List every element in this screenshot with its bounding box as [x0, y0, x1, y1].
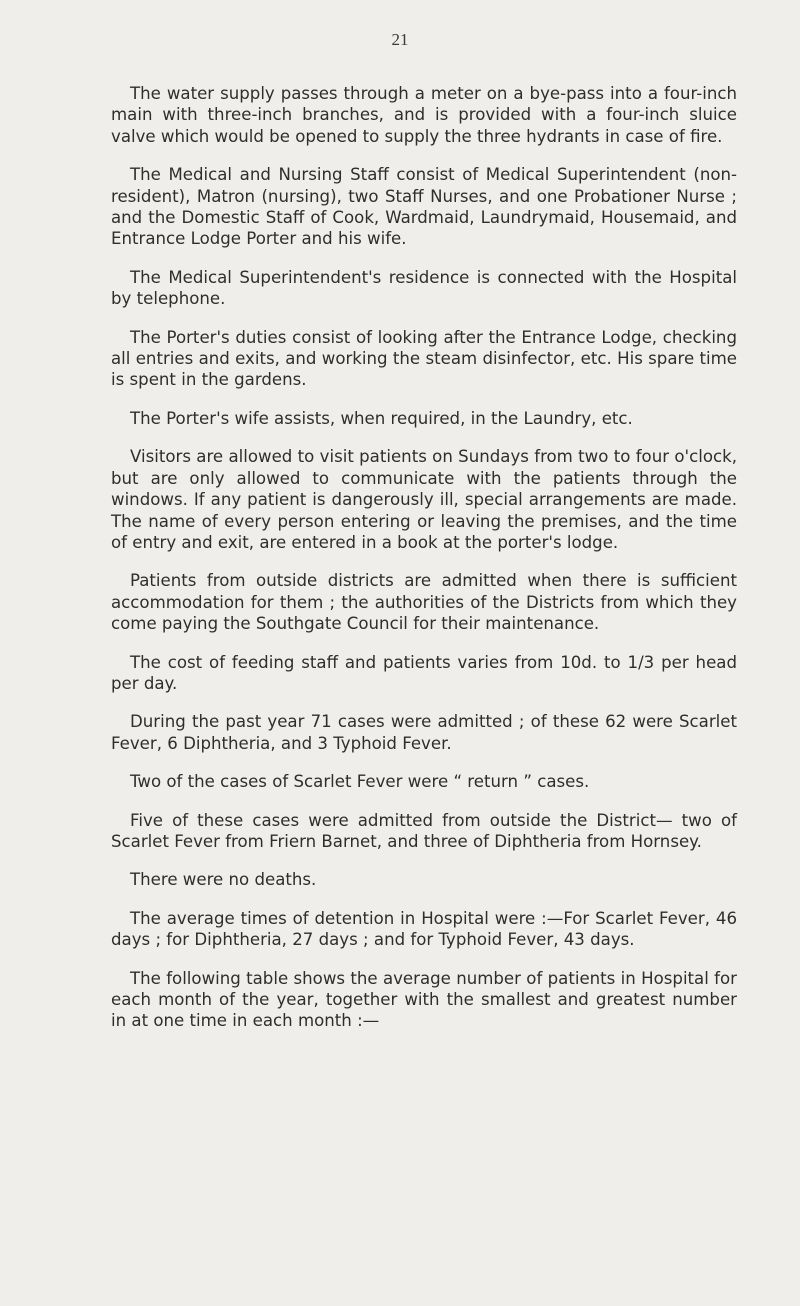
paragraph-cases-admitted: During the past year 71 cases were admitted ; of these 62 were Scarlet Fever, 6 Diphtheria, and 3 Typhoid Fever. [111, 712, 737, 753]
paragraph-deaths: There were no deaths. [130, 870, 317, 890]
page-body [111, 83, 737, 1049]
paragraph-return-cases: Two of the cases of Scarlet Fever were “ return ” cases. [130, 772, 590, 792]
paragraph-porter-duties: The Porter's duties consist of looking after the Entrance Lodge, checking all entries and exits, and working the steam disinfector, etc. His spare time is spent in the gardens. [111, 327, 737, 390]
page-number: 21 [391, 30, 409, 49]
paragraph-porter-wife: The Porter's wife assists, when required, in the Laundry, etc. [130, 408, 633, 428]
paragraph-outside-patients: Patients from outside districts are admitted when there is sufficient accommodation for them ; the authorities of the Districts from which they come paying the Southgate Council for their maintenance. [111, 571, 737, 634]
paragraph-water-supply: The water supply passes through a meter on a bye-pass into a four-inch main with three-inch branches, and is provided with a four-inch sluice valve which would be opened to supply the three hydrants in case of fire. [111, 84, 737, 146]
paragraph-table-intro: The following table shows the average number of patients in Hospital for each month of the year, together with the smallest and greatest number in at one time in each month :— [111, 968, 737, 1031]
paragraph-visitors: Visitors are allowed to visit patients on Sundays from two to four o'clock, but are only allowed to communicate with the patients through the windows. If any patient is dangerously ill, special arrangements are made. The name of every person entering or leaving the premises, and the time of entry and exit, are entered in a book at the porter's lodge. [111, 447, 737, 552]
paragraph-staff: The Medical and Nursing Staff consist of Medical Superintendent (non-resident), Matron (nursing), two Staff Nurses, and one Probationer Nurse ; and the Domestic Staff of Cook, Wardmaid, Laundrymaid, Housemaid, and Entrance Lodge Porter and his wife. [111, 165, 737, 249]
paragraph-outside-district: Five of these cases were admitted from outside the District— two of Scarlet Fever from Friern Barnet, and three of Diphtheria from Hornsey. [111, 810, 737, 851]
paragraph-detention-times: The average times of detention in Hospital were :—For Scarlet Fever, 46 days ; for Diphtheria, 27 days ; and for Typhoid Fever, 43 days. [111, 908, 737, 950]
paragraph-telephone: The Medical Superintendent's residence is connected with the Hospital by telephone. [111, 267, 737, 309]
paragraph-feeding-cost: The cost of feeding staff and patients varies from 10d. to 1/3 per head per day. [111, 652, 737, 693]
